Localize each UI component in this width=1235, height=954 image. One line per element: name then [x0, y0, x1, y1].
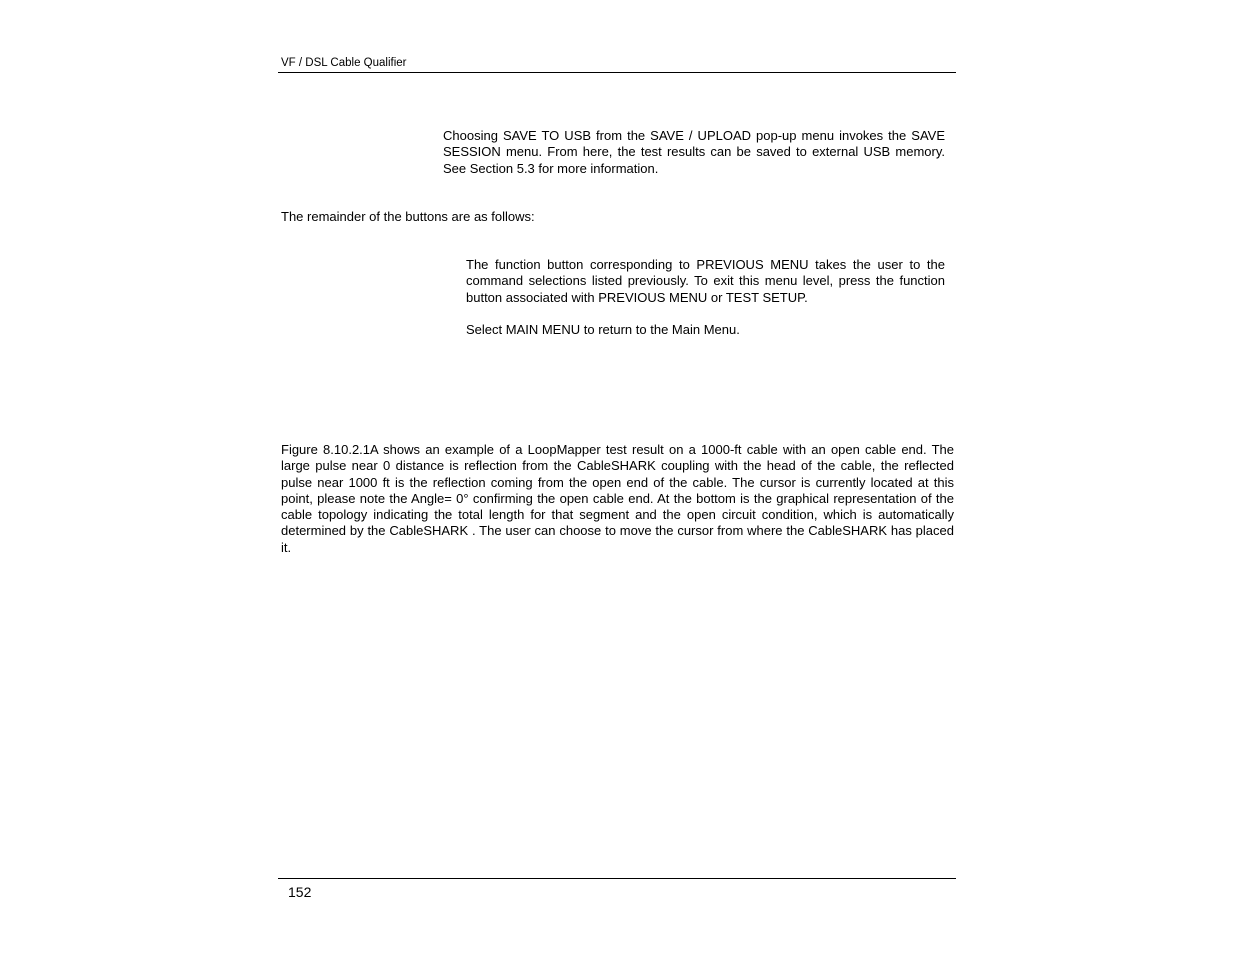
main-menu-paragraph: Select MAIN MENU to return to the Main Menu. — [466, 322, 740, 337]
page-number: 152 — [288, 884, 312, 900]
figure-description-paragraph: Figure 8.10.2.1A shows an example of a LoopMapper test result on a 1000-ft cable with an open cable end. The large pulse near 0 distance is reflection from the CableSHARK coupling with the head of the cable, the reflected pulse near 1000 ft is the reflection coming from the open end of the cable. The cursor is currently located at this point, please note the Angle= 0° confirming the open cable end. At the bottom is the graphical representation of the cable topology indicating the total length for that segment and the open circuit condition, which is automatically determined by the CableSHARK . The user can choose to move the cursor from where the CableSHARK has placed it. — [281, 442, 954, 555]
running-header: VF / DSL Cable Qualifier — [281, 57, 407, 69]
remainder-intro: The remainder of the buttons are as follows: — [281, 209, 535, 224]
save-to-usb-paragraph: Choosing SAVE TO USB from the SAVE / UPLOAD pop-up menu invokes the SAVE SESSION menu. From here, the test results can be saved to external USB memory. See Section 5.3 for more information. — [443, 128, 945, 176]
header-rule — [278, 72, 956, 73]
previous-menu-paragraph: The function button corresponding to PREVIOUS MENU takes the user to the command selections listed previously. To exit this menu level, press the function button associated with PREVIOUS MENU or TEST SETUP. — [466, 257, 945, 305]
footer-rule — [278, 878, 956, 879]
